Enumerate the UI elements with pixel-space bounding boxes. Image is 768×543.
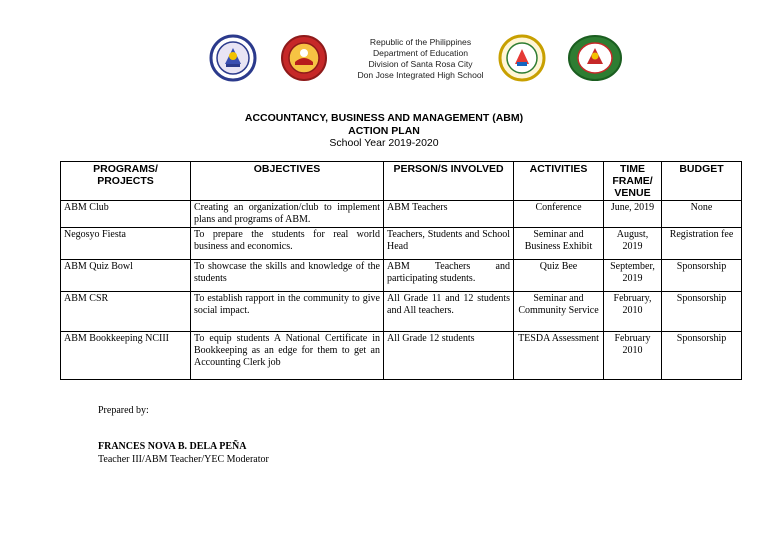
persons-cell: All Grade 11 and 12 students and All teachers. — [384, 292, 514, 332]
persons-cell: All Grade 12 students — [384, 332, 514, 380]
time-frame-cell: September, 2019 — [604, 260, 662, 292]
school-year: School Year 2019-2020 — [329, 137, 439, 149]
agency-line-republic: Republic of the Philippines — [369, 37, 472, 47]
activity-cell: Quiz Bee — [514, 260, 604, 292]
table-row — [61, 292, 742, 332]
deped-seal-icon — [208, 34, 258, 82]
agency-line-division: Division of Santa Rosa City — [368, 59, 473, 69]
letterhead — [0, 34, 768, 84]
activity-cell: TESDA Assessment — [514, 332, 604, 380]
objective-cell: To establish rapport in the community to give social impact. — [191, 292, 384, 332]
budget-cell: None — [662, 201, 742, 228]
agency-line-department: Department of Education — [372, 48, 469, 58]
document-subtitle: ACTION PLAN — [348, 124, 420, 137]
persons-cell: Teachers, Students and School Head — [384, 228, 514, 260]
activity-cell: Conference — [514, 201, 604, 228]
persons-cell: ABM Teachers and participating students. — [384, 260, 514, 292]
activity-cell: Seminar and Community Service — [514, 292, 604, 332]
sdo-seal-icon — [279, 34, 329, 82]
table-row — [61, 201, 742, 228]
time-frame-cell: June, 2019 — [604, 201, 662, 228]
header-persons-involved: PERSON/S INVOLVED — [384, 162, 514, 201]
time-frame-cell: August, 2019 — [604, 228, 662, 260]
activity-cell: Seminar and Business Exhibit — [514, 228, 604, 260]
document-title-block — [0, 112, 768, 150]
time-frame-cell: February, 2010 — [604, 292, 662, 332]
budget-cell: Registration fee — [662, 228, 742, 260]
header-activities: ACTIVITIES — [514, 162, 604, 201]
table-row — [61, 260, 742, 292]
program-cell: ABM CSR — [61, 292, 191, 332]
program-cell: ABM Quiz Bowl — [61, 260, 191, 292]
objective-cell: To showcase the skills and knowledge of the students — [191, 260, 384, 292]
header-budget: BUDGET — [662, 162, 742, 201]
agency-line-school: Don Jose Integrated High School — [357, 70, 484, 80]
signatory-name: FRANCES NOVA B. DELA PEÑA — [98, 441, 247, 452]
time-frame-cell: February 2010 — [604, 332, 662, 380]
table-header-row — [61, 162, 742, 201]
document-title: ACCOUNTANCY, BUSINESS AND MANAGEMENT (ABM) — [244, 112, 524, 124]
program-cell: Negosyo Fiesta — [61, 228, 191, 260]
santa-rosa-city-seal-icon — [497, 34, 547, 82]
budget-cell: Sponsorship — [662, 292, 742, 332]
objective-cell: To prepare the students for real world business and economics. — [191, 228, 384, 260]
table-row — [61, 332, 742, 380]
table-row — [61, 228, 742, 260]
school-seal-icon — [567, 34, 623, 82]
objective-cell: Creating an organization/club to implement plans and programs of ABM. — [191, 201, 384, 228]
header-time-frame: TIME FRAME/ VENUE — [604, 162, 662, 201]
budget-cell: Sponsorship — [662, 260, 742, 292]
signatory-role: Teacher III/ABM Teacher/YEC Moderator — [98, 454, 269, 465]
program-cell: ABM Bookkeeping NCIII — [61, 332, 191, 380]
program-cell: ABM Club — [61, 201, 191, 228]
budget-cell: Sponsorship — [662, 332, 742, 380]
prepared-by-label: Prepared by: — [98, 405, 149, 416]
persons-cell: ABM Teachers — [384, 201, 514, 228]
agency-block — [333, 37, 508, 81]
header-objectives: OBJECTIVES — [191, 162, 384, 201]
header-programs: PROGRAMS/ PROJECTS — [61, 162, 191, 201]
objective-cell: To equip students A National Certificate in Bookkeeping as an edge for them to get an Accounting Clerk job — [191, 332, 384, 380]
action-plan-table — [60, 161, 742, 380]
